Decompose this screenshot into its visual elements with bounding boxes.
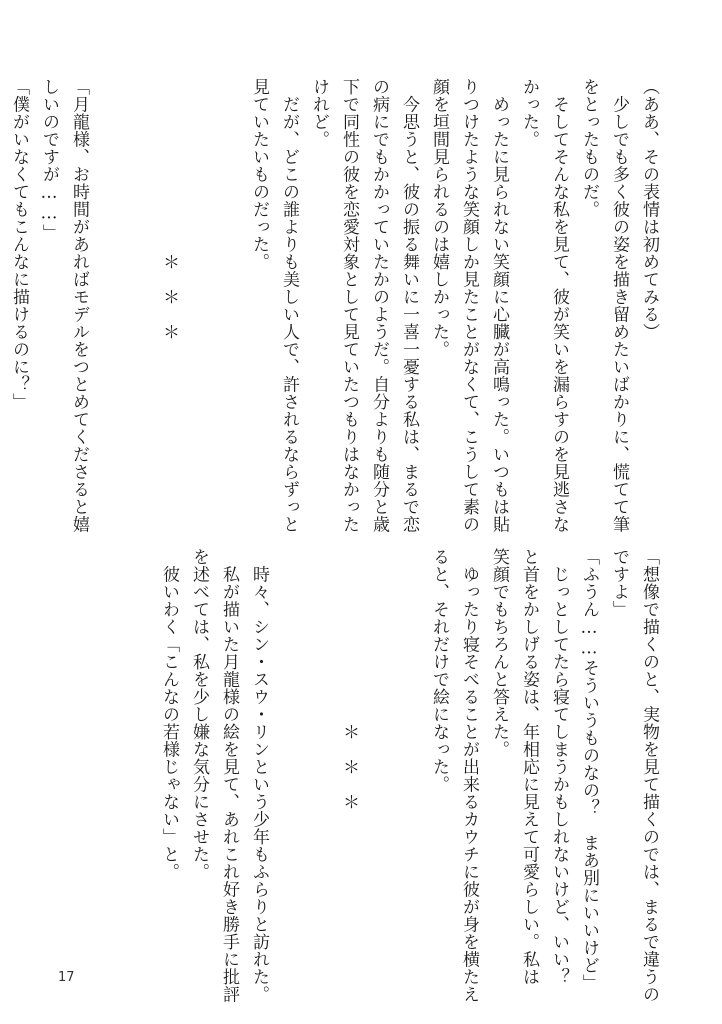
page-number: 17 <box>58 970 75 985</box>
lower-text-block: 「想像で描くのと、実物を見て描くのでは、まるで違うの ですよ」 「ふうん……そういうものなの？ まあ別にいいけど」 じっとしてたら寝てしまうかもしれないけど、いい？ と首をかしげる姿は、年相応に見えて可愛らしい。私は 笑顔でもちろんと答えた。 ゆったり寝そべることが出来るカウチに彼が身を横たえ ると、それだけで絵になった。 ＊ ＊ ＊ 時々、シン・スウ・リンという少年もふらりと訪れた。 私が描いた月龍様の絵を見て、あれこれ好き勝手に批評 を述べては、私を少し嫌な気分にさせた。 彼いわく「こんなの若様じゃない」と。 <box>159 548 659 1003</box>
upper-text-block: （ああ、その表情は初めてみる） 少しでも多く彼の姿を描き留めたいばかりに、慌てて筆 をとったものだ。 そしてそんな私を見て、彼が笑いを漏らすのを見逃さな かった。 めったに見られない笑顔に心臓が高鳴った。いつもは貼 りつけたような笑顔しか見たことがなくて、こうして素の 顔を垣間見られるのは嬉しかった。 今思うと、彼の振る舞いに一喜一憂する私は、まるで恋 の病にでもかかっていたかのようだ。自分よりも随分と歳 下で同性の彼を恋愛対象として見ていたつもりはなかった けれど。 だが、どこの誰よりも美しい人で、許されるならずっと 見ていたいものだった。 ＊ ＊ ＊ 「月龍様、お時間があればモデルをつとめてくださると嬉 しいのですが……」 「僕がいなくてもこんなに描けるのに？」 <box>9 78 659 533</box>
